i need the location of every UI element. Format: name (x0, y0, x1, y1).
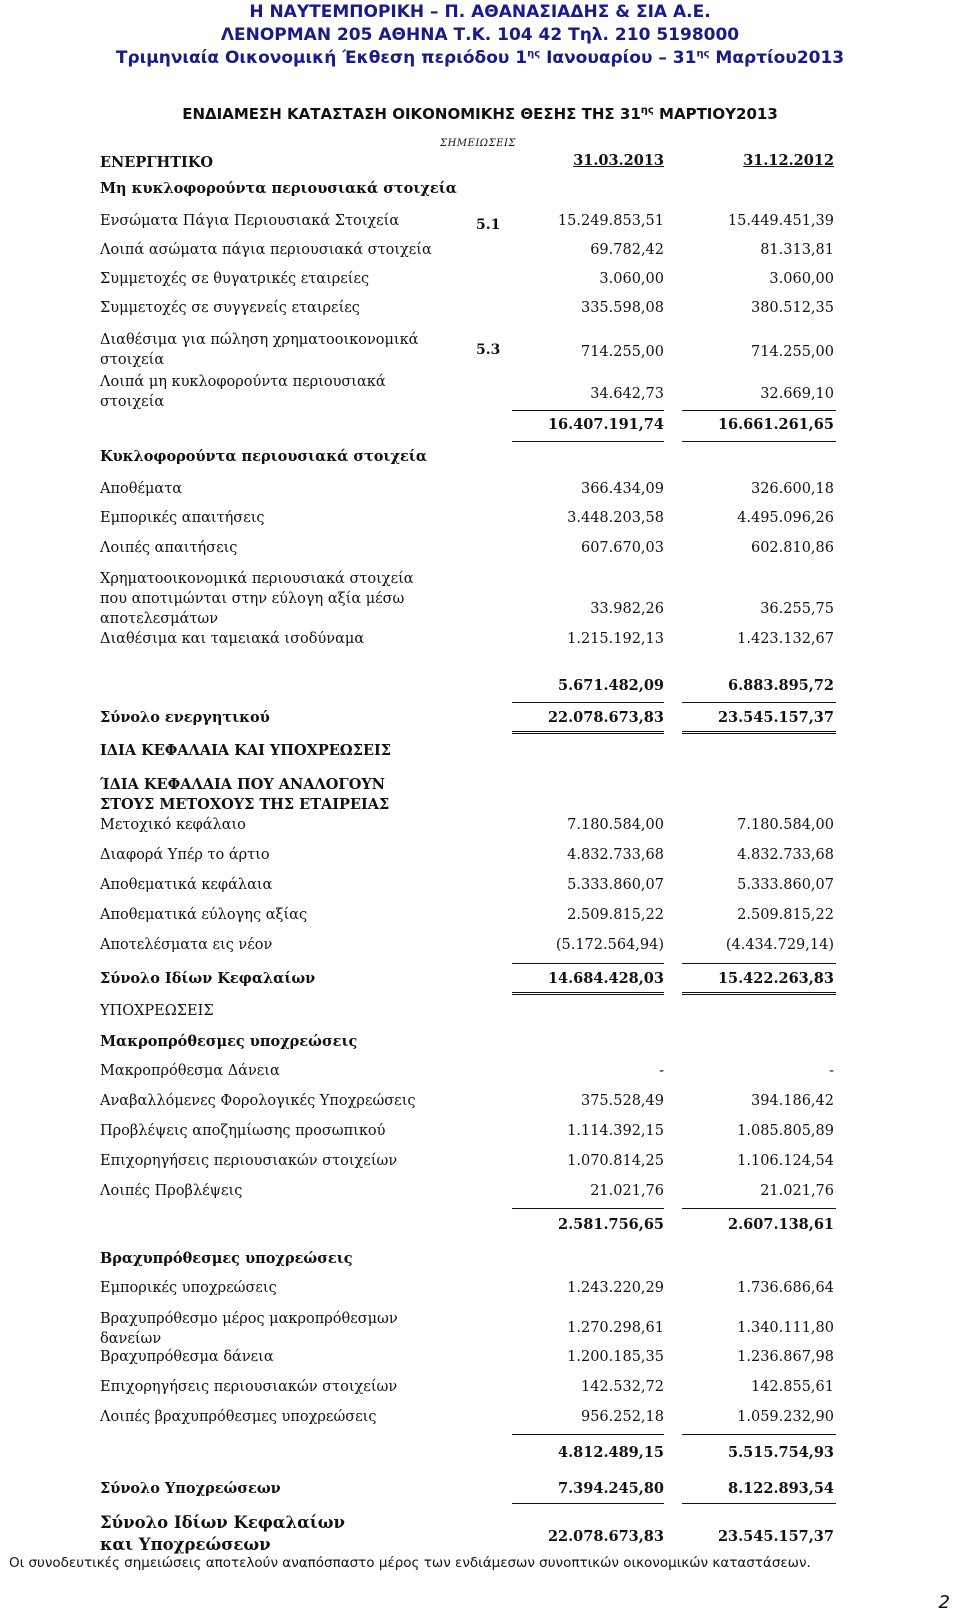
row-value-2012: 1.106.124,54 (737, 1153, 834, 1169)
row-value-2012: 3.060,00 (769, 271, 834, 287)
row-label: Επιχορηγήσεις περιουσιακών στοιχείων (100, 1379, 398, 1395)
table-row (0, 937, 960, 957)
row-label: Αποθεματικά εύλογης αξίας (100, 907, 308, 923)
table-row (0, 1409, 960, 1429)
subtotal-line (512, 1503, 664, 1504)
row-value-2012: 1.423.132,67 (737, 631, 834, 647)
row-label: Αποθεματικά κεφάλαια (100, 877, 273, 893)
subtotal-line (682, 1434, 836, 1435)
subtotal-line (512, 1208, 664, 1209)
row-value-2013: 2.509.815,22 (567, 907, 664, 923)
section-row (0, 1033, 960, 1053)
total-row (0, 970, 960, 990)
long-term-total-2013: 2.581.756,65 (558, 1216, 664, 1233)
report-title-part: Τριμηνιαία Οικονομική Έκθεση περιόδου 1 (115, 48, 528, 68)
total-liabilities-2013: 7.394.245,80 (558, 1480, 664, 1497)
row-label: Αποθέματα (100, 481, 183, 497)
row-label: Ενσώματα Πάγια Περιουσιακά Στοιχεία (100, 213, 400, 229)
short-term-total-2013: 4.812.489,15 (558, 1444, 664, 1461)
row-value-2013: 69.782,42 (590, 242, 664, 258)
table-row (0, 1123, 960, 1143)
row-label: Διαθέσιμα για πώληση χρηματοοικονομικά στοιχεία (100, 332, 419, 368)
grand-total-label-line2: και Υποχρεώσεων (100, 1535, 271, 1554)
table-row (0, 817, 960, 837)
long-term-heading: Μακροπρόθεσμες υποχρεώσεις (100, 1033, 358, 1050)
row-value-2012: 326.600,18 (750, 481, 834, 497)
row-value-2012: 7.180.584,00 (737, 817, 834, 833)
section-row (0, 775, 960, 813)
row-label: Λοιπά ασώματα πάγια περιουσιακά στοιχεία (100, 242, 432, 258)
table-row (0, 631, 960, 651)
subtotal-line (682, 963, 836, 964)
row-value-2013: - (659, 1063, 664, 1079)
total-row (0, 1480, 960, 1500)
table-row (0, 540, 960, 560)
company-address: ΛΕΝΟΡΜΑΝ 205 ΑΘΗΝΑ Τ.Κ. 104 42 Τηλ. 210 5198000 (220, 25, 740, 45)
section-row (0, 1003, 960, 1023)
row-label: Συμμετοχές σε συγγενείς εταιρείες (100, 300, 360, 316)
row-label: Προβλέψεις αποζημίωσης προσωπικού (100, 1123, 386, 1139)
row-value-2013: 1.114.392,15 (567, 1123, 664, 1139)
table-row (0, 271, 960, 291)
row-value-2012: 5.333.860,07 (737, 877, 834, 893)
row-label: Μετοχικό κεφάλαιο (100, 817, 246, 833)
table-row (0, 1280, 960, 1300)
table-row (0, 300, 960, 320)
company-name: Η ΝΑΥΤΕΜΠΟΡΙΚΗ – Π. ΑΘΑΝΑΣΙΑΔΗΣ & ΣΙΑ Α.Ε. (249, 2, 711, 22)
row-value-2012: 4.495.096,26 (737, 510, 834, 526)
row-label: Επιχορηγήσεις περιουσιακών στοιχείων (100, 1153, 398, 1169)
col2-date: 31.12.2012 (743, 152, 834, 169)
row-label: Λοιπές Προβλέψεις (100, 1183, 243, 1199)
table-row (0, 510, 960, 530)
report-title (0, 48, 960, 68)
statement-title-part: ΜΑΡΤΙΟΥ2013 (653, 105, 778, 123)
subtotal-line (682, 441, 836, 442)
row-value-2012: 602.810,86 (750, 540, 834, 556)
subtotal-line (512, 410, 664, 411)
row-value-2013: 7.180.584,00 (567, 817, 664, 833)
row-value-2013: 714.255,00 (580, 344, 664, 360)
subtotal-line (512, 963, 664, 964)
row-value-2013: 33.982,26 (590, 601, 664, 617)
row-label: Λοιπές απαιτήσεις (100, 540, 238, 556)
statement-title (0, 105, 960, 123)
table-row (0, 1153, 960, 1173)
short-term-heading: Βραχυπρόθεσμες υποχρεώσεις (100, 1250, 353, 1267)
row-value-2012: 15.449.451,39 (727, 213, 834, 229)
section-row (0, 180, 960, 200)
row-value-2012: 81.313,81 (760, 242, 834, 258)
current-total-2012: 6.883.895,72 (728, 677, 834, 694)
total-equity-2012: 15.422.263,83 (717, 970, 834, 987)
row-value-2012: 394.186,42 (750, 1093, 834, 1109)
row-value-2013: 3.060,00 (599, 271, 664, 287)
row-value-2012: (4.434.729,14) (725, 937, 834, 953)
total-liabilities-2012: 8.122.893,54 (728, 1480, 834, 1497)
subtotal-row (0, 1444, 960, 1464)
short-term-total-2012: 5.515.754,93 (728, 1444, 834, 1461)
row-value-2012: 21.021,76 (760, 1183, 834, 1199)
subtotal-row (0, 416, 960, 436)
section-row (0, 1250, 960, 1270)
row-value-2013: 1.215.192,13 (567, 631, 664, 647)
row-value-2013: 34.642,73 (590, 386, 664, 402)
report-title-part: Ιανουαρίου – 31 (540, 48, 697, 68)
total-row (0, 709, 960, 729)
long-term-total-2012: 2.607.138,61 (728, 1216, 834, 1233)
subtotal-line (682, 410, 836, 411)
row-label: Συμμετοχές σε θυγατρικές εταιρείες (100, 271, 370, 287)
grand-total-label-line1: Σύνολο Ιδίων Κεφαλαίων (100, 1513, 345, 1532)
table-row (0, 1093, 960, 1113)
table-row (0, 1309, 960, 1347)
grand-total-2013: 22.078.673,83 (547, 1528, 664, 1545)
section-row (0, 448, 960, 468)
current-heading: Κυκλοφορούντα περιουσιακά στοιχεία (100, 448, 427, 465)
row-value-2012: 714.255,00 (750, 344, 834, 360)
col1-date: 31.03.2013 (573, 152, 664, 169)
subtotal-row (0, 1216, 960, 1236)
equity-liabilities-heading: ΙΔΙΑ ΚΕΦΑΛΑΙΑ ΚΑΙ ΥΠΟΧΡΕΩΣΕΙΣ (100, 742, 392, 759)
row-label: Μακροπρόθεσμα Δάνεια (100, 1063, 280, 1079)
subtotal-row (0, 677, 960, 697)
row-label: Εμπορικές υποχρεώσεις (100, 1280, 277, 1296)
row-value-2013: 142.532,72 (580, 1379, 664, 1395)
total-double-line (682, 992, 836, 995)
noncurrent-total-2012: 16.661.261,65 (717, 416, 834, 433)
statement-title-sup: ης (640, 105, 654, 116)
row-value-2013: 21.021,76 (590, 1183, 664, 1199)
row-note: 5.1 (476, 217, 501, 233)
row-value-2012: - (829, 1063, 834, 1079)
row-note: 5.3 (476, 342, 501, 358)
total-liabilities-label: Σύνολο Υποχρεώσεων (100, 1480, 281, 1497)
table-row (0, 1379, 960, 1399)
table-row (0, 569, 960, 627)
liabilities-heading: ΥΠΟΧΡΕΩΣΕΙΣ (100, 1003, 214, 1019)
row-value-2013: 1.243.220,29 (567, 1280, 664, 1296)
subtotal-line (512, 441, 664, 442)
row-value-2012: 2.509.815,22 (737, 907, 834, 923)
row-value-2013: 1.200.185,35 (567, 1349, 664, 1365)
row-label: Εμπορικές απαιτήσεις (100, 510, 265, 526)
row-value-2013: 15.249.853,51 (557, 213, 664, 229)
grand-total-row (0, 1512, 960, 1556)
table-row (0, 213, 960, 233)
total-assets-label: Σύνολο ενεργητικού (100, 709, 270, 726)
row-label: Διαθέσιμα και ταμειακά ισοδύναμα (100, 631, 365, 647)
row-label: Λοιπά μη κυκλοφορούντα περιουσιακά στοιχεία (100, 374, 386, 410)
page-number: 2 (938, 1592, 950, 1613)
table-row (0, 877, 960, 897)
notes-column-header: ΣΗΜΕΙΩΣΕΙΣ (440, 138, 516, 149)
row-value-2013: 607.670,03 (580, 540, 664, 556)
report-title-sup: ης (696, 48, 710, 60)
row-value-2012: 1.085.805,89 (737, 1123, 834, 1139)
row-label: Χρηματοοικονομικά περιουσιακά στοιχεία που αποτιμώνται στην εύλογη αξία μέσω αποτελεσμάτων (100, 571, 414, 627)
row-value-2012: 36.255,75 (760, 601, 834, 617)
total-assets-2012: 23.545.157,37 (717, 709, 834, 726)
table-row (0, 1183, 960, 1203)
table-row (0, 907, 960, 927)
row-value-2013: (5.172.564,94) (555, 937, 664, 953)
row-label: Βραχυπρόθεσμο μέρος μακροπρόθεσμων δανείων (100, 1311, 398, 1347)
total-equity-2013: 14.684.428,03 (547, 970, 664, 987)
noncurrent-total-2013: 16.407.191,74 (547, 416, 664, 433)
report-title-sup: ης (527, 48, 541, 60)
table-row (0, 372, 960, 410)
row-value-2013: 4.832.733,68 (567, 847, 664, 863)
total-assets-2013: 22.078.673,83 (547, 709, 664, 726)
subtotal-line (682, 1503, 836, 1504)
row-value-2012: 1.059.232,90 (737, 1409, 834, 1425)
subtotal-line (512, 702, 664, 703)
table-row (0, 1349, 960, 1369)
row-value-2013: 375.528,49 (580, 1093, 664, 1109)
grand-total-2012: 23.545.157,37 (717, 1528, 834, 1545)
assets-heading: ΕΝΕΡΓΗΤΙΚΟ (100, 154, 214, 171)
row-value-2012: 142.855,61 (750, 1379, 834, 1395)
row-value-2013: 335.598,08 (580, 300, 664, 316)
row-value-2013: 366.434,09 (580, 481, 664, 497)
statement-title-part: ΕΝΔΙΑΜΕΣΗ ΚΑΤΑΣΤΑΣΗ ΟΙΚΟΝΟΜΙΚΗΣ ΘΕΣΗΣ ΤΗΣ 31 (182, 105, 641, 123)
subtotal-line (682, 1208, 836, 1209)
row-label: Διαφορά Υπέρ το άρτιο (100, 847, 270, 863)
row-label: Αποτελέσματα εις νέον (100, 937, 273, 953)
table-row (0, 330, 960, 368)
row-value-2013: 3.448.203,58 (567, 510, 664, 526)
row-label: Λοιπές βραχυπρόθεσμες υποχρεώσεις (100, 1409, 377, 1425)
row-label: Αναβαλλόμενες Φορολογικές Υποχρεώσεις (100, 1093, 416, 1109)
total-double-line (512, 731, 664, 734)
subtotal-line (512, 1434, 664, 1435)
row-value-2013: 1.070.814,25 (567, 1153, 664, 1169)
total-equity-label: Σύνολο Ιδίων Κεφαλαίων (100, 970, 316, 987)
report-title-part: Μαρτίου2013 (709, 48, 845, 68)
row-value-2012: 4.832.733,68 (737, 847, 834, 863)
row-value-2012: 1.236.867,98 (737, 1349, 834, 1365)
total-double-line (682, 731, 836, 734)
row-value-2012: 1.340.111,80 (737, 1320, 834, 1336)
section-row (0, 742, 960, 762)
row-value-2013: 956.252,18 (580, 1409, 664, 1425)
table-row (0, 242, 960, 262)
current-total-2013: 5.671.482,09 (558, 677, 664, 694)
row-value-2013: 1.270.298,61 (567, 1320, 664, 1336)
footer-note: Οι συνοδευτικές σημειώσεις αποτελούν αναπόσπαστο μέρος των ενδιάμεσων συνοπτικών οικονομικών καταστάσεων. (9, 1555, 811, 1571)
total-double-line (512, 992, 664, 995)
table-row (0, 481, 960, 501)
column-header-row (0, 152, 960, 172)
noncurrent-heading: Μη κυκλοφορούντα περιουσιακά στοιχεία (100, 180, 457, 197)
row-value-2013: 5.333.860,07 (567, 877, 664, 893)
row-value-2012: 380.512,35 (750, 300, 834, 316)
table-row (0, 1063, 960, 1083)
equity-sub-heading: ΊΔΙΑ ΚΕΦΑΛΑΙΑ ΠΟΥ ΑΝΑΛΟΓΟΥΝ ΣΤΟΥΣ ΜΕΤΟΧΟΥΣ ΤΗΣ ΕΤΑΙΡΕΙΑΣ (100, 776, 390, 813)
row-value-2012: 1.736.686,64 (737, 1280, 834, 1296)
row-value-2012: 32.669,10 (760, 386, 834, 402)
subtotal-line (682, 702, 836, 703)
row-label: Βραχυπρόθεσμα δάνεια (100, 1349, 274, 1365)
table-row (0, 847, 960, 867)
